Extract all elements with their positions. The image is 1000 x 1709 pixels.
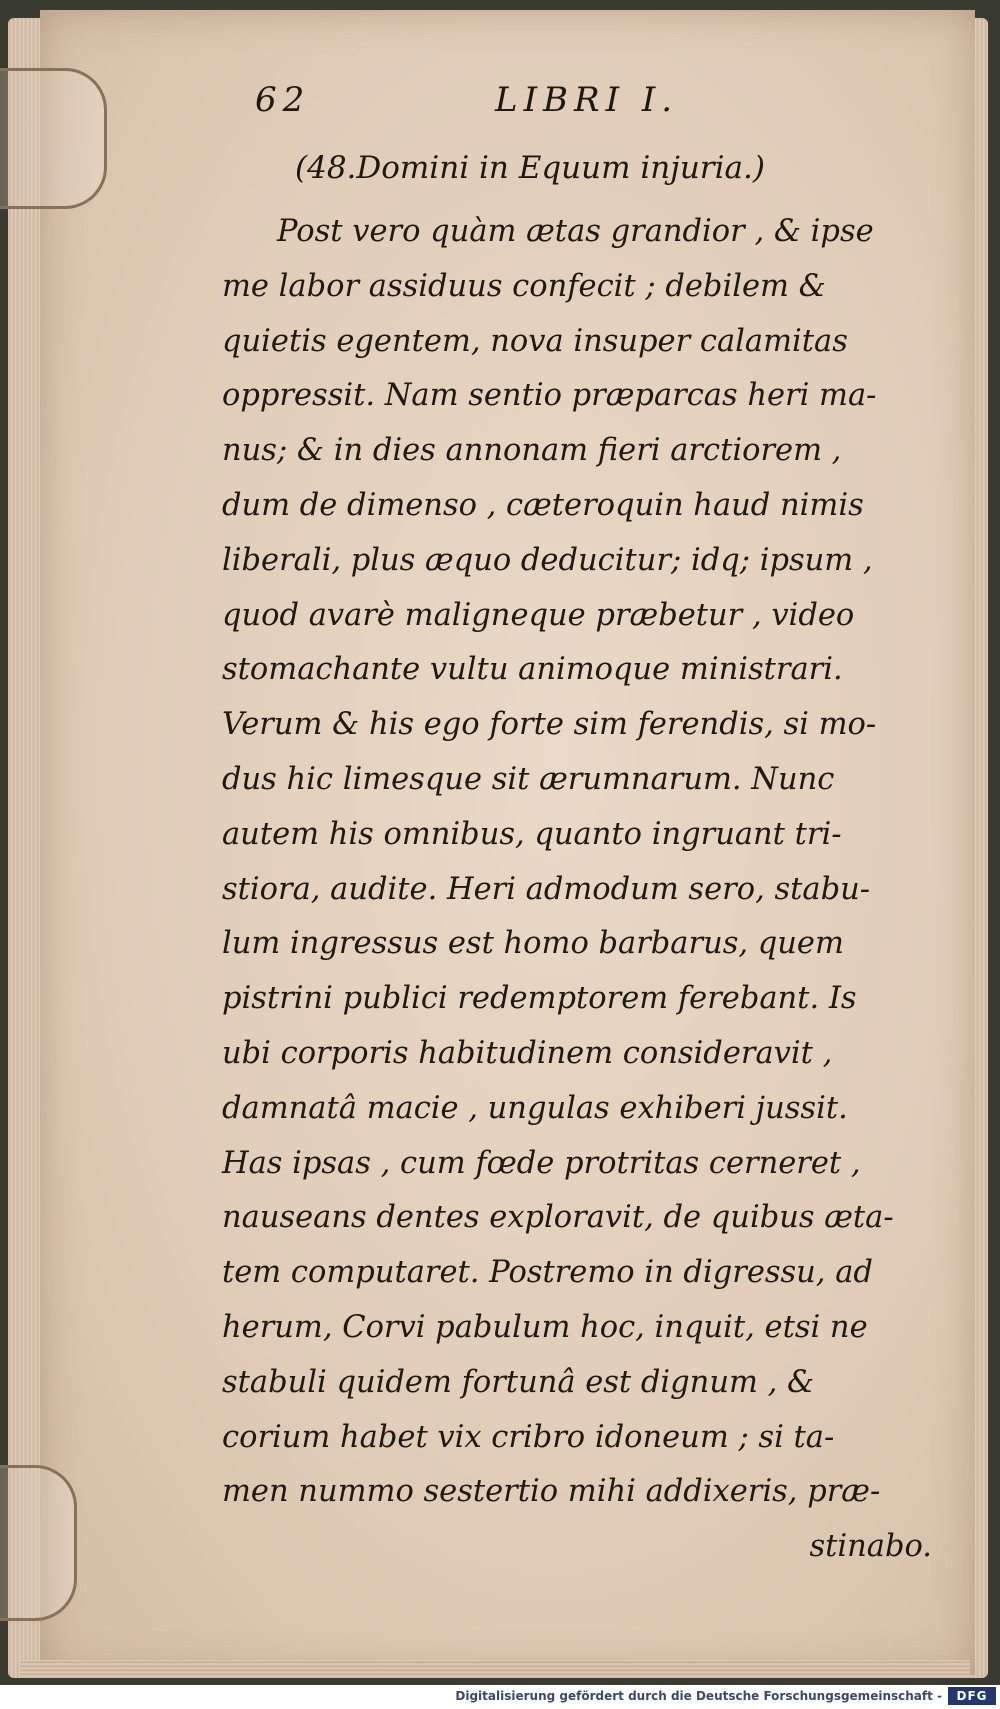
text-line: autem his omnibus, quanto ingruant tri-: [222, 816, 842, 852]
clasp-bottom: [0, 1465, 77, 1621]
text-line: nauseans dentes exploravit, de quibus æta-: [222, 1200, 894, 1236]
text-line: nus; & in dies annonam fieri arctiorem ,: [222, 433, 842, 469]
digitization-footer: [0, 1685, 1000, 1709]
text-line: Has ipsas , cum fœde protritas cerneret ,: [222, 1145, 861, 1181]
text-line: corium habet vix cribro idoneum ; si ta-: [222, 1419, 835, 1455]
text-line: dum de dimenso , cæteroquin haud nimis: [222, 487, 864, 523]
dfg-logo: DFG: [948, 1687, 996, 1705]
text-line: dus hic limesque sit ærumnarum. Nunc: [222, 761, 835, 797]
footer-credit: Digitalisierung gefördert durch die Deutsche Forschungsgemeinschaft -: [455, 1689, 942, 1703]
text-line: damnatâ macie , ungulas exhiberi jussit.: [222, 1090, 848, 1126]
page-bottom-edge: [20, 1660, 970, 1678]
text-line: lum ingressus est homo barbarus, quem: [222, 926, 844, 962]
text-line: stiora, audite. Heri admodum sero, stabu-: [222, 871, 871, 907]
text-line-last: stinabo.: [809, 1529, 932, 1565]
text-line: Verum & his ego forte sim ferendis, si mo-: [222, 707, 877, 743]
text-line: liberali, plus æquo deducitur; idq; ipsum ,: [222, 542, 873, 578]
page-number: 62: [255, 80, 311, 120]
text-line: quietis egentem, nova insuper calamitas: [222, 323, 848, 359]
text-line: herum, Corvi pabulum hoc, inquit, etsi ne: [222, 1309, 868, 1345]
text-line: men nummo sestertio mihi addixeris, præ-: [222, 1474, 881, 1510]
text-line: ubi corporis habitudinem consideravit ,: [222, 1035, 833, 1071]
text-line: pistrini publici redemptorem ferebant. Is: [222, 981, 857, 1017]
section-heading: (48.Domini in Equum injuria.): [295, 150, 765, 186]
text-line: tem computaret. Postremo in digressu, ad: [222, 1255, 873, 1291]
text-line: Post vero quàm ætas grandior , & ipse: [277, 214, 874, 249]
text-line: quod avarè maligneque præbetur , video: [222, 597, 855, 633]
text-line: me labor assiduus confecit ; debilem &: [222, 268, 826, 304]
text-line: stabuli quidem fortunâ est dignum , &: [222, 1364, 815, 1400]
text-line: stomachante vultu animoque ministrari.: [222, 652, 843, 688]
text-line: oppressit. Nam sentio præparcas heri ma-: [222, 378, 877, 414]
body-text: [222, 205, 942, 1575]
running-head: LIBRI I.: [495, 80, 679, 120]
page-header: [230, 80, 750, 130]
clasp-top: [0, 68, 107, 209]
